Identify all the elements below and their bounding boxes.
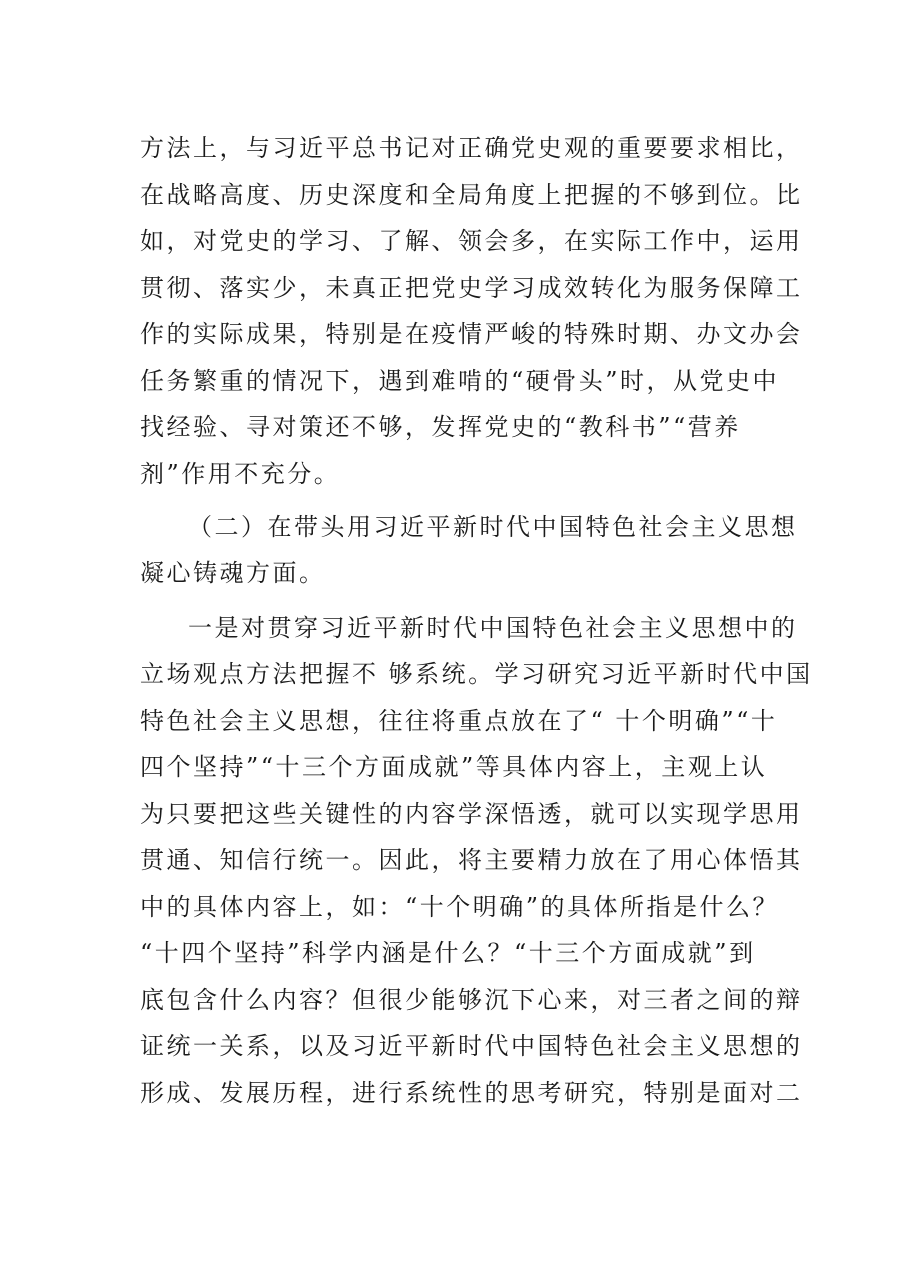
text-line: 中的具体内容上，如：“十个明确”的具体所指是什么？ [140, 893, 780, 921]
section-heading-line: （二）在带头用习近平新时代中国特色社会主义思想 [188, 513, 798, 541]
text-line: 在战略高度、历史深度和全局角度上把握的不够到位。比 [140, 181, 803, 209]
text-line: 作的实际成果，特别是在疫情严峻的特殊时期、办文办会 [140, 320, 803, 348]
text-line: 为只要把这些关键性的内容学深悟透，就可以实现学思用 [140, 800, 803, 828]
text-line: 贯通、知信行统一。因此，将主要精力放在了用心体悟其 [140, 846, 803, 874]
text-line: 方法上，与习近平总书记对正确党史观的重要要求相比， [140, 134, 803, 162]
text-line: “十四个坚持”科学内涵是什么？“十三个方面成就”到 [140, 939, 756, 967]
text-line: 形成、发展历程，进行系统性的思考研究，特别是面对二 [140, 1079, 803, 1107]
text-line: 立场观点方法把握不 够系统。学习研究习近平新时代中国 [140, 660, 813, 688]
text-line: 剂”作用不充分。 [140, 460, 341, 488]
text-line: 贯彻、落实少，未真正把党史学习成效转化为服务保障工 [140, 274, 803, 302]
paragraph-first-line: 一是对贯穿习近平新时代中国特色社会主义思想中的 [188, 614, 798, 642]
section-heading-line: 凝心铸魂方面。 [140, 559, 326, 587]
text-line: 找经验、寻对策还不够，发挥党史的“教科书”“营养 [140, 413, 741, 441]
text-line: 证统一关系，以及习近平新时代中国特色社会主义思想的 [140, 1032, 803, 1060]
text-line: 特色社会主义思想，往往将重点放在了“ 十个明确”“十 [140, 707, 778, 735]
text-line: 底包含什么内容？但很少能够沉下心来，对三者之间的辩 [140, 986, 803, 1014]
text-line: 如，对党史的学习、了解、领会多，在实际工作中，运用 [140, 227, 803, 255]
text-line: 四个坚持”“十三个方面成就”等具体内容上，主观上认 [140, 753, 768, 781]
text-line: 任务繁重的情况下，遇到难啃的“硬骨头”时，从党史中 [140, 367, 780, 395]
